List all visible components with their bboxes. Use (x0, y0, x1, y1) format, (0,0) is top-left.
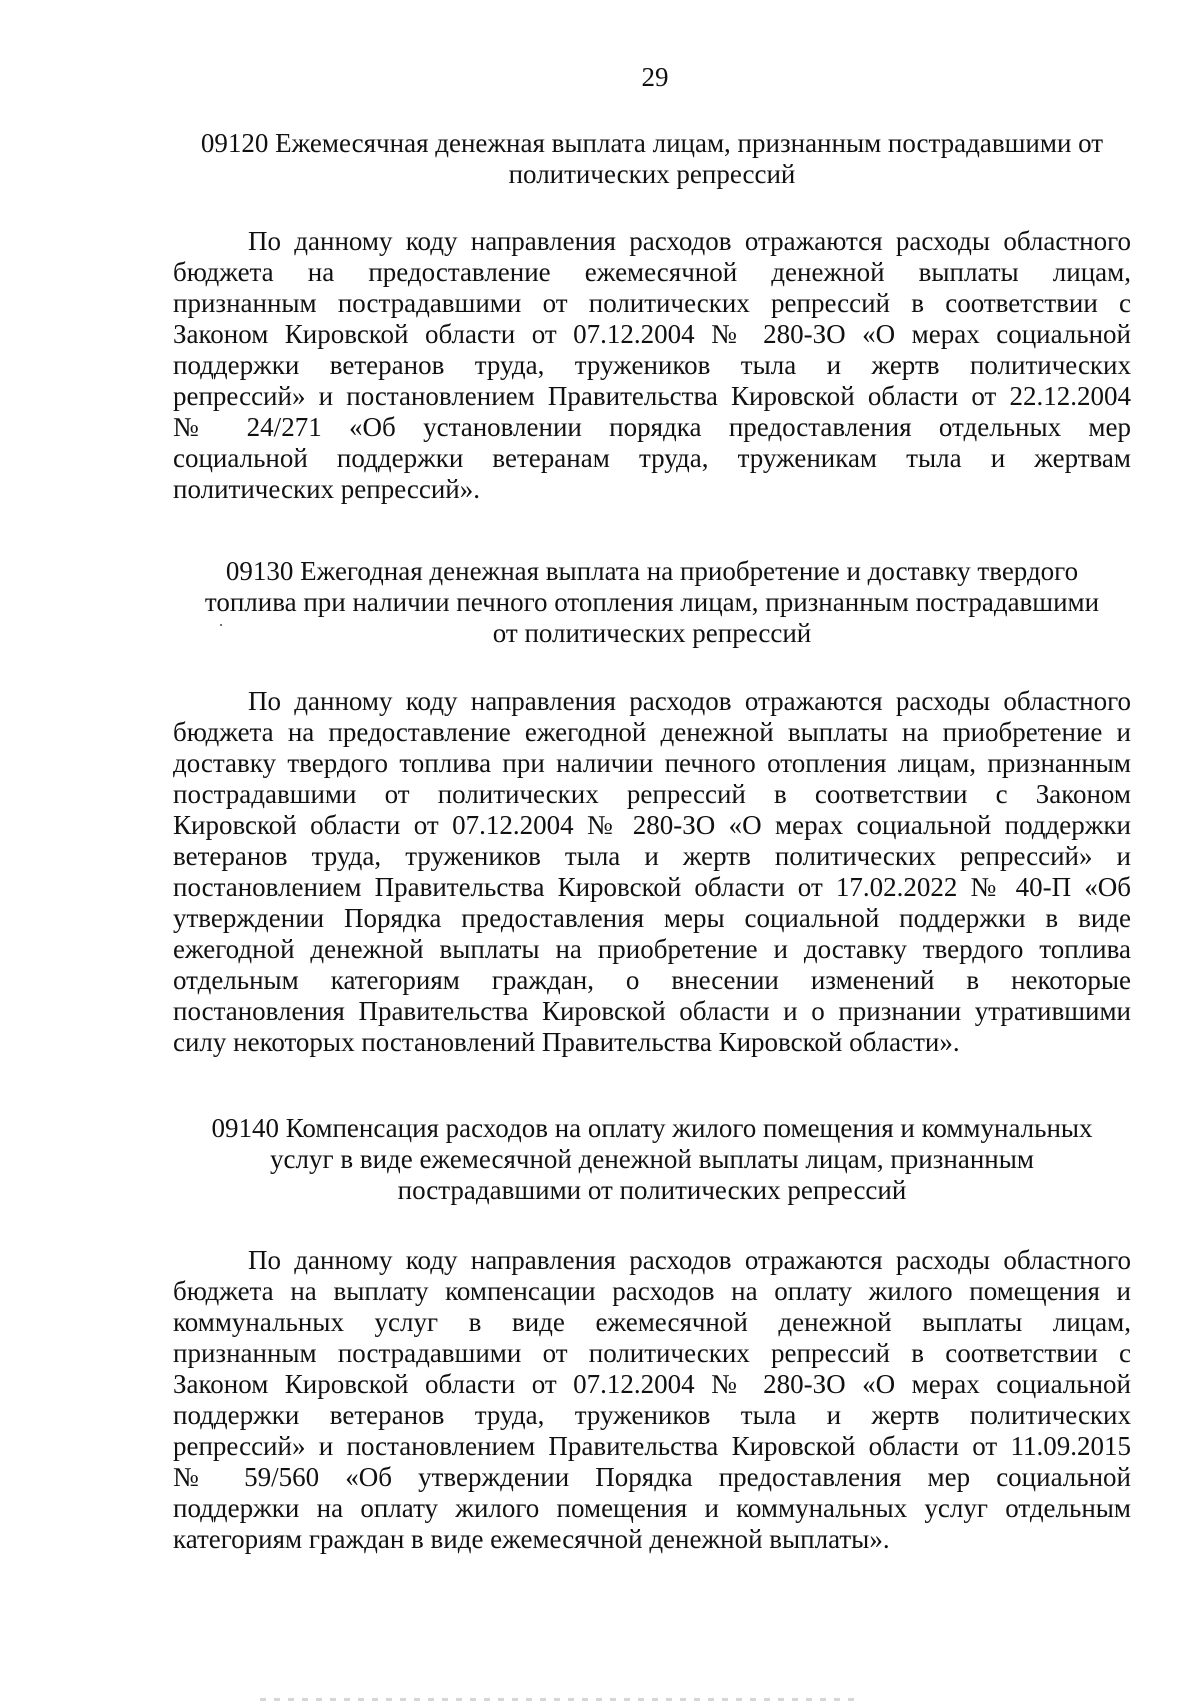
body-line: доставку твердого топлива при наличии печного отопления лицам, признанным (173, 748, 1131, 778)
section-title-09120 (173, 128, 1131, 190)
body-line: бюджета на предоставление ежегодной денежной выплаты на приобретение и (173, 717, 1131, 747)
title-line: пострадавшими от политических репрессий (397, 1175, 907, 1205)
body-line: № 24/271 «Об установлении порядка предоставления отдельных мер (173, 412, 1131, 442)
body-line: силу некоторых постановлений Правительства Кировской области». (173, 1027, 960, 1057)
body-line: признанным пострадавшими от политических репрессий в соответствии с (173, 1338, 1131, 1368)
body-line: По данному коду направления расходов отражаются расходы областного (248, 686, 1131, 716)
body-line: признанным пострадавшими от политических репрессий в соответствии с (173, 288, 1131, 318)
title-line: политических репрессий (508, 159, 796, 189)
section-body-09130 (173, 686, 1131, 1058)
body-line: Законом Кировской области от 07.12.2004 № 280-ЗО «О мерах социальной (173, 1369, 1131, 1399)
body-line: пострадавшими от политических репрессий в соответствии с Законом (173, 779, 1131, 809)
title-line: услуг в виде ежемесячной денежной выплаты лицам, признанным (270, 1144, 1034, 1174)
body-line: коммунальных услуг в виде ежемесячной денежной выплаты лицам, (173, 1307, 1131, 1337)
body-line: По данному коду направления расходов отражаются расходы областного (248, 1245, 1131, 1275)
title-line: от политических репрессий (492, 618, 812, 648)
section-title-09140 (173, 1113, 1131, 1206)
body-line: репрессий» и постановлением Правительства Кировской области от 22.12.2004 (173, 381, 1131, 411)
section-body-09120 (173, 226, 1131, 505)
body-line: бюджета на выплату компенсации расходов на оплату жилого помещения и (173, 1276, 1131, 1306)
body-line: утверждении Порядка предоставления меры социальной поддержки в виде (173, 903, 1131, 933)
body-line: поддержки на оплату жилого помещения и коммунальных услуг отдельным (173, 1493, 1131, 1523)
body-line: категориям граждан в виде ежемесячной денежной выплаты». (173, 1524, 890, 1554)
body-line: социальной поддержки ветеранам труда, труженикам тыла и жертвам (173, 443, 1131, 473)
section-body-09140 (173, 1245, 1131, 1555)
body-line: № 59/560 «Об утверждении Порядка предоставления мер социальной (173, 1462, 1131, 1492)
scan-edge-artifacts (260, 1698, 860, 1701)
body-line: постановлением Правительства Кировской области от 17.02.2022 № 40-П «Об (173, 872, 1131, 902)
body-line: отдельным категориям граждан, о внесении изменений в некоторые (173, 965, 1131, 995)
body-line: Законом Кировской области от 07.12.2004 № 280-ЗО «О мерах социальной (173, 319, 1131, 349)
page-number: 29 (641, 62, 669, 92)
scan-speck (220, 624, 222, 626)
title-line: 09140 Компенсация расходов на оплату жилого помещения и коммунальных (211, 1113, 1093, 1143)
body-line: Кировской области от 07.12.2004 № 280-ЗО «О мерах социальной поддержки (173, 810, 1131, 840)
body-line: постановления Правительства Кировской области и о признании утратившими (173, 996, 1131, 1026)
title-line: 09130 Ежегодная денежная выплата на приобретение и доставку твердого (225, 556, 1079, 586)
section-title-09130 (173, 556, 1131, 649)
body-line: По данному коду направления расходов отражаются расходы областного (248, 226, 1131, 256)
body-line: поддержки ветеранов труда, тружеников тыла и жертв политических (173, 1400, 1131, 1430)
title-line: топлива при наличии печного отопления лицам, признанным пострадавшими (204, 587, 1100, 617)
body-line: ежегодной денежной выплаты на приобретение и доставку твердого топлива (173, 934, 1131, 964)
body-line: политических репрессий». (173, 474, 481, 504)
body-line: бюджета на предоставление ежемесячной денежной выплаты лицам, (173, 257, 1131, 287)
body-line: репрессий» и постановлением Правительства Кировской области от 11.09.2015 (173, 1431, 1131, 1461)
title-line: 09120 Ежемесячная денежная выплата лицам, признанным пострадавшими от (200, 128, 1104, 158)
body-line: ветеранов труда, тружеников тыла и жертв политических репрессий» и (173, 841, 1131, 871)
body-line: поддержки ветеранов труда, тружеников тыла и жертв политических (173, 350, 1131, 380)
